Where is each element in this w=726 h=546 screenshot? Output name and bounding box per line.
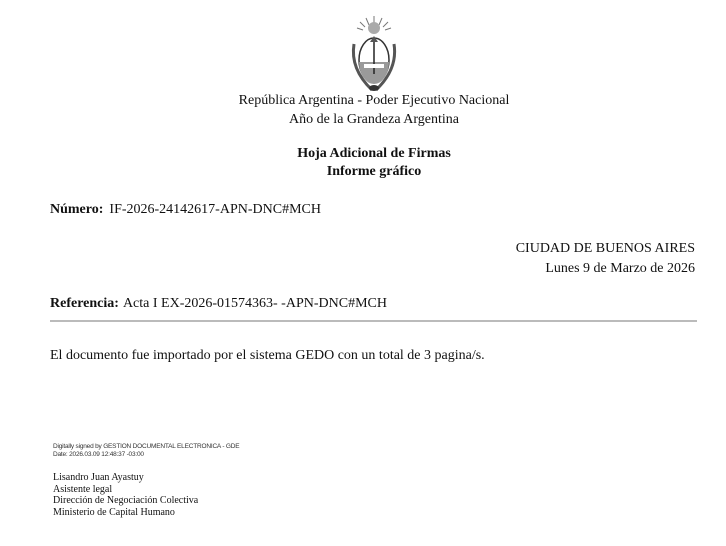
reference (50, 296, 387, 312)
document-number (50, 202, 321, 218)
signature-line-1: Digitally signed by GESTION DOCUMENTAL ELECTRONICA - GDE (53, 443, 240, 450)
digital-signature-stamp (53, 443, 239, 459)
reference-label: Referencia: (50, 296, 119, 311)
header-line-2: Año de la Grandeza Argentina (288, 112, 459, 127)
signer-block (53, 472, 198, 518)
divider (50, 320, 697, 322)
body-text: El documento fue importado por el sistema GEDO con un total de 3 pagina/s. (50, 348, 485, 363)
document-title: Hoja Adicional de Firmas (297, 146, 451, 161)
reference-value: Acta I EX-2026-01574363- -APN-DNC#MCH (122, 296, 387, 311)
document-subtitle: Informe gráfico (326, 164, 422, 179)
city: CIUDAD DE BUENOS AIRES (515, 241, 695, 256)
number-value: IF-2026-24142617-APN-DNC#MCH (109, 202, 321, 217)
signer-department: Dirección de Negociación Colectiva (53, 495, 199, 506)
signer-role: Asistente legal (53, 483, 113, 495)
number-label: Número: (50, 202, 104, 217)
coat-of-arms-icon (346, 14, 402, 94)
header-line-1: República Argentina - Poder Ejecutivo Nacional (238, 93, 510, 108)
signer-name: Lisandro Juan Ayastuy (53, 472, 144, 483)
date: Lunes 9 de Marzo de 2026 (545, 261, 695, 276)
signature-date: Date: 2026.03.09 12:48:37 -03:00 (53, 451, 144, 458)
signer-ministry: Ministerio de Capital Humano (53, 506, 175, 518)
